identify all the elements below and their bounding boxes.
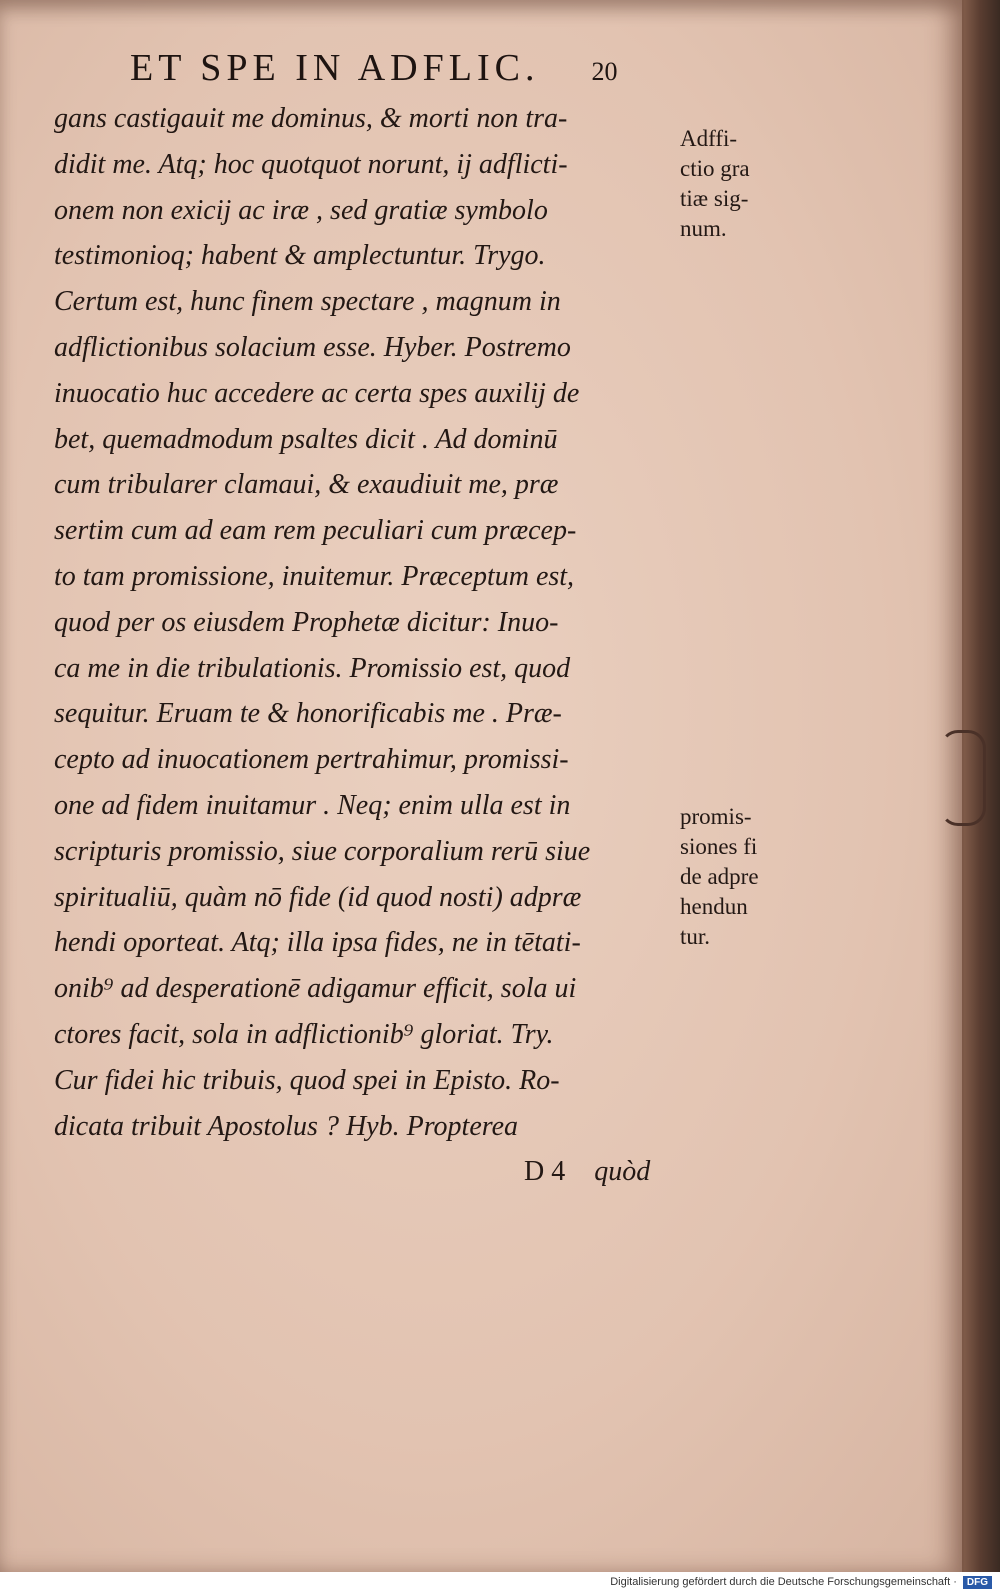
margin-note-line: Adffi- xyxy=(680,126,738,151)
text-line: Cur fidei hic tribuis, quod spei in Episto. Ro- xyxy=(54,1064,560,1096)
catchword-line xyxy=(54,1149,694,1195)
margin-note-line: promis- xyxy=(680,804,752,829)
text-line: onib⁹ ad desperationē adigamur efficit, sola ui xyxy=(54,973,577,1005)
text-line: dicata tribuit Apostolus ? Hyb. Propterea xyxy=(54,1110,519,1142)
running-head xyxy=(130,46,690,98)
margin-note-line: hendun xyxy=(680,894,748,919)
text-block xyxy=(54,96,694,1195)
page-number: 20 xyxy=(591,57,618,86)
text-line: Certum est, hunc finem spectare , magnum in xyxy=(54,286,561,318)
margin-note-line: de adpre xyxy=(680,864,759,889)
margin-note-line: tur. xyxy=(680,924,711,949)
text-line: testimonioq; habent & amplectuntur. Trygo. xyxy=(54,240,546,272)
catchword: quòd xyxy=(594,1156,651,1188)
text-line: sequitur. Eruam te & honorificabis me . Præ- xyxy=(54,698,562,730)
text-line: scripturis promissio, siue corporalium rerū siue xyxy=(54,835,591,867)
margin-note-line: ctio gra xyxy=(680,156,750,181)
text-line: sertim cum ad eam rem peculiari cum præcep- xyxy=(54,515,577,547)
text-line: inuocatio huc accedere ac certa spes auxilij de xyxy=(54,377,580,409)
text-line: quod per os eiusdem Prophetæ dicitur: Inuo- xyxy=(54,606,559,638)
text-line: didit me. Atq; hoc quotquot norunt, ij adflicti- xyxy=(54,148,568,180)
margin-note-line: num. xyxy=(680,216,727,241)
text-line: to tam promissione, inuitemur. Præceptum est, xyxy=(54,560,575,592)
signature-mark: D 4 xyxy=(524,1156,566,1188)
text-line: ca me in die tribulationis. Promissio est, quod xyxy=(54,652,571,684)
book-clasp xyxy=(940,730,986,826)
text-line: one ad fidem inuitamur . Neq; enim ulla est in xyxy=(54,789,571,821)
margin-note-1 xyxy=(680,124,810,244)
text-line: onem non exicij ac iræ , sed gratiæ symbolo xyxy=(54,194,548,226)
text-line: hendi oporteat. Atq; illa ipsa fides, ne in tētati- xyxy=(54,927,581,959)
margin-note-line: siones fi xyxy=(680,834,758,859)
running-head-title: ET SPE IN ADFLIC. xyxy=(130,47,540,89)
footer-bar xyxy=(0,1572,1000,1592)
text-line: spiritualiū, quàm nō fide (id quod nosti) adpræ xyxy=(54,881,582,913)
text-line: ctores facit, sola in adflictionib⁹ gloriat. Try. xyxy=(54,1018,554,1050)
margin-note-line: tiæ sig- xyxy=(680,186,749,211)
text-line: cepto ad inuocationem pertrahimur, promissi- xyxy=(54,744,569,776)
margin-note-2 xyxy=(680,802,810,952)
text-line: cum tribularer clamaui, & exaudiuit me, præ xyxy=(54,469,559,501)
text-line: adflictionibus solacium esse. Hyber. Postremo xyxy=(54,331,571,363)
funding-notice: Digitalisierung gefördert durch die Deutsche Forschungsgemeinschaft · xyxy=(610,1576,957,1588)
dfg-logo: DFG xyxy=(963,1576,992,1589)
text-line: gans castigauit me dominus, & morti non tra- xyxy=(54,103,568,134)
text-line: bet, quemadmodum psaltes dicit . Ad dominū xyxy=(54,423,558,455)
